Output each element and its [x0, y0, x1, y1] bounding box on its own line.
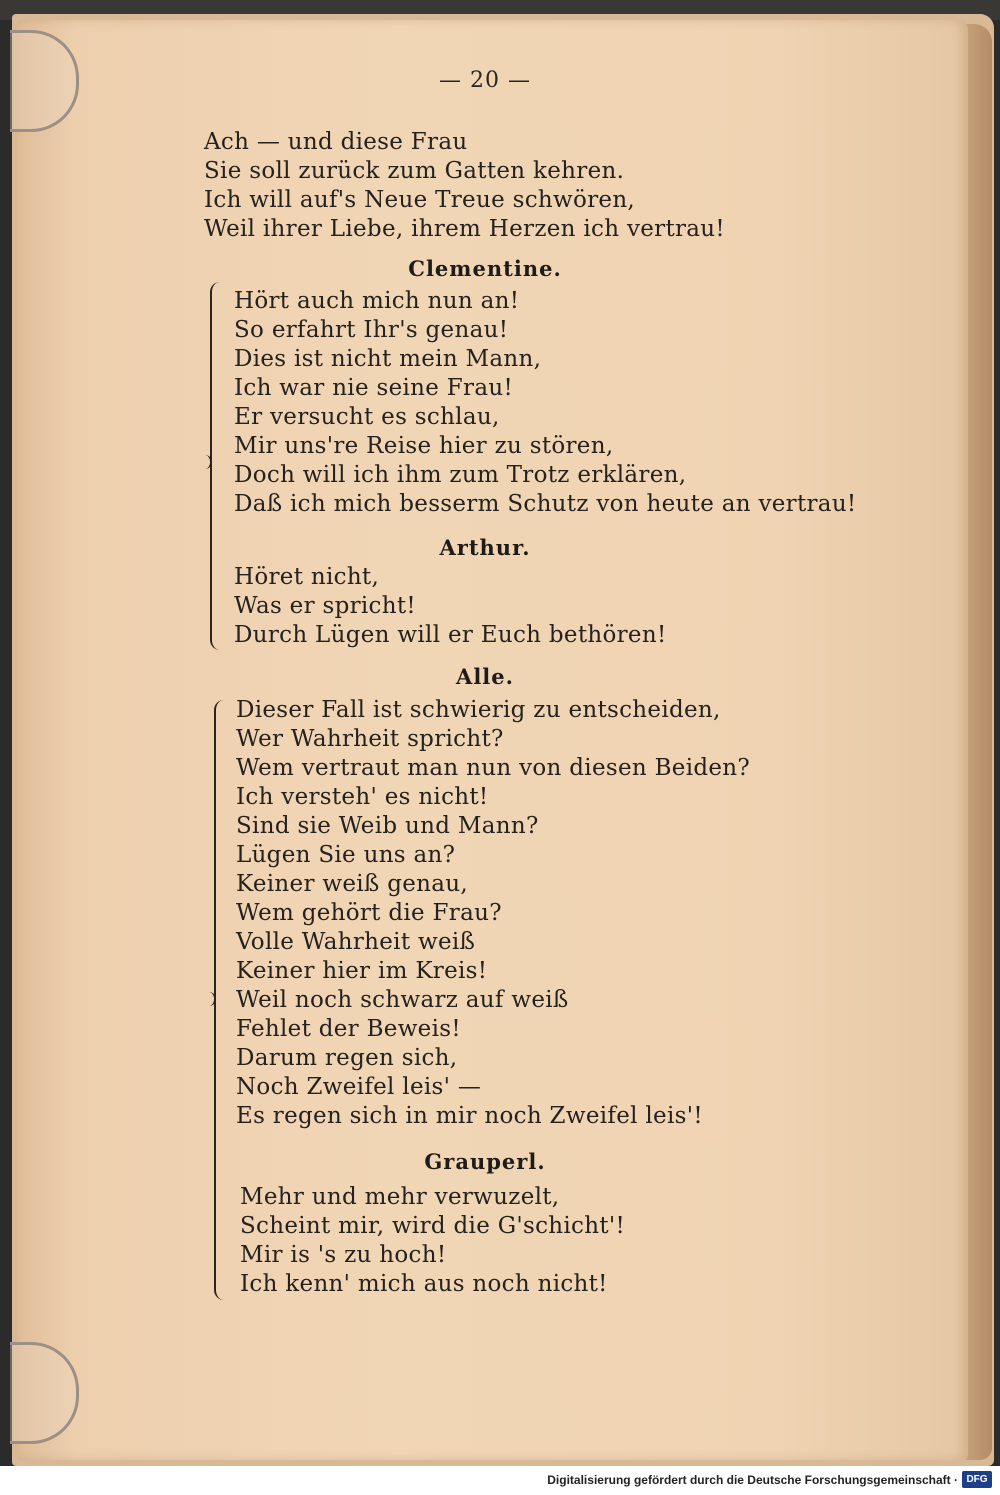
verse-line: Mir uns're Reise hier zu stören, [234, 433, 614, 459]
verse-line: Ich war nie seine Frau! [234, 375, 514, 401]
verse-line: Wem gehört die Frau? [236, 900, 502, 926]
verse-line: So erfahrt Ihr's genau! [234, 317, 509, 343]
digitization-footer [0, 1466, 1000, 1495]
speaker-name-alle: Alle. [456, 664, 514, 689]
verse-line: Keiner weiß genau, [236, 871, 468, 897]
dfg-logo-icon: DFG [962, 1471, 992, 1488]
verse-line: Ich versteh' es nicht! [236, 784, 489, 810]
verse-line: Weil noch schwarz auf weiß [236, 987, 569, 1013]
funding-notice: Digitalisierung gefördert durch die Deutsche Forschungsgemeinschaft · [547, 1473, 958, 1487]
verse-line: Mir is 's zu hoch! [240, 1242, 447, 1268]
verse-line: Daß ich mich besserm Schutz von heute an vertrau! [234, 491, 857, 517]
page-number: — 20 — [439, 68, 531, 93]
verse-line: Wer Wahrheit spricht? [236, 726, 504, 752]
verse-line: Ich kenn' mich aus noch nicht! [240, 1271, 608, 1297]
verse-line: Lügen Sie uns an? [236, 842, 456, 868]
verse-line: Wem vertraut man nun von diesen Beiden? [236, 755, 751, 781]
verse-line: Volle Wahrheit weiß [236, 929, 476, 955]
verse-line: Sie soll zurück zum Gatten kehren. [204, 158, 625, 184]
verse-line: Was er spricht! [234, 593, 416, 619]
verse-line: Durch Lügen will er Euch bethören! [234, 622, 667, 648]
verse-line: Ich will auf's Neue Treue schwören, [204, 187, 636, 213]
verse-line: Hört auch mich nun an! [234, 288, 520, 314]
speaker-name-grauperl: Grauperl. [424, 1149, 546, 1174]
verse-line: Noch Zweifel leis' — [236, 1074, 482, 1100]
speaker-name-arthur: Arthur. [439, 535, 531, 560]
verse-line: Dies ist nicht mein Mann, [234, 346, 542, 372]
verse-line: Dieser Fall ist schwierig zu entscheiden, [236, 697, 721, 723]
verse-line: Ach — und diese Frau [204, 129, 468, 155]
verse-line: Fehlet der Beweis! [236, 1016, 461, 1042]
speaker-name-clementine: Clementine. [408, 256, 562, 281]
verse-line: Er versucht es schlau, [234, 404, 500, 430]
verse-line: Doch will ich ihm zum Trotz erklären, [234, 462, 687, 488]
verse-line: Darum regen sich, [236, 1045, 458, 1071]
verse-line: Scheint mir, wird die G'schicht'! [240, 1213, 626, 1239]
brace-bracket [210, 282, 222, 650]
verse-line: Es regen sich in mir noch Zweifel leis'! [236, 1103, 703, 1129]
verse-line: Weil ihrer Liebe, ihrem Herzen ich vertrau! [204, 216, 725, 242]
verse-line: Keiner hier im Kreis! [236, 958, 488, 984]
verse-line: Höret nicht, [234, 564, 380, 590]
verse-line: Mehr und mehr verwuzelt, [240, 1184, 560, 1210]
verse-line: Sind sie Weib und Mann? [236, 813, 539, 839]
